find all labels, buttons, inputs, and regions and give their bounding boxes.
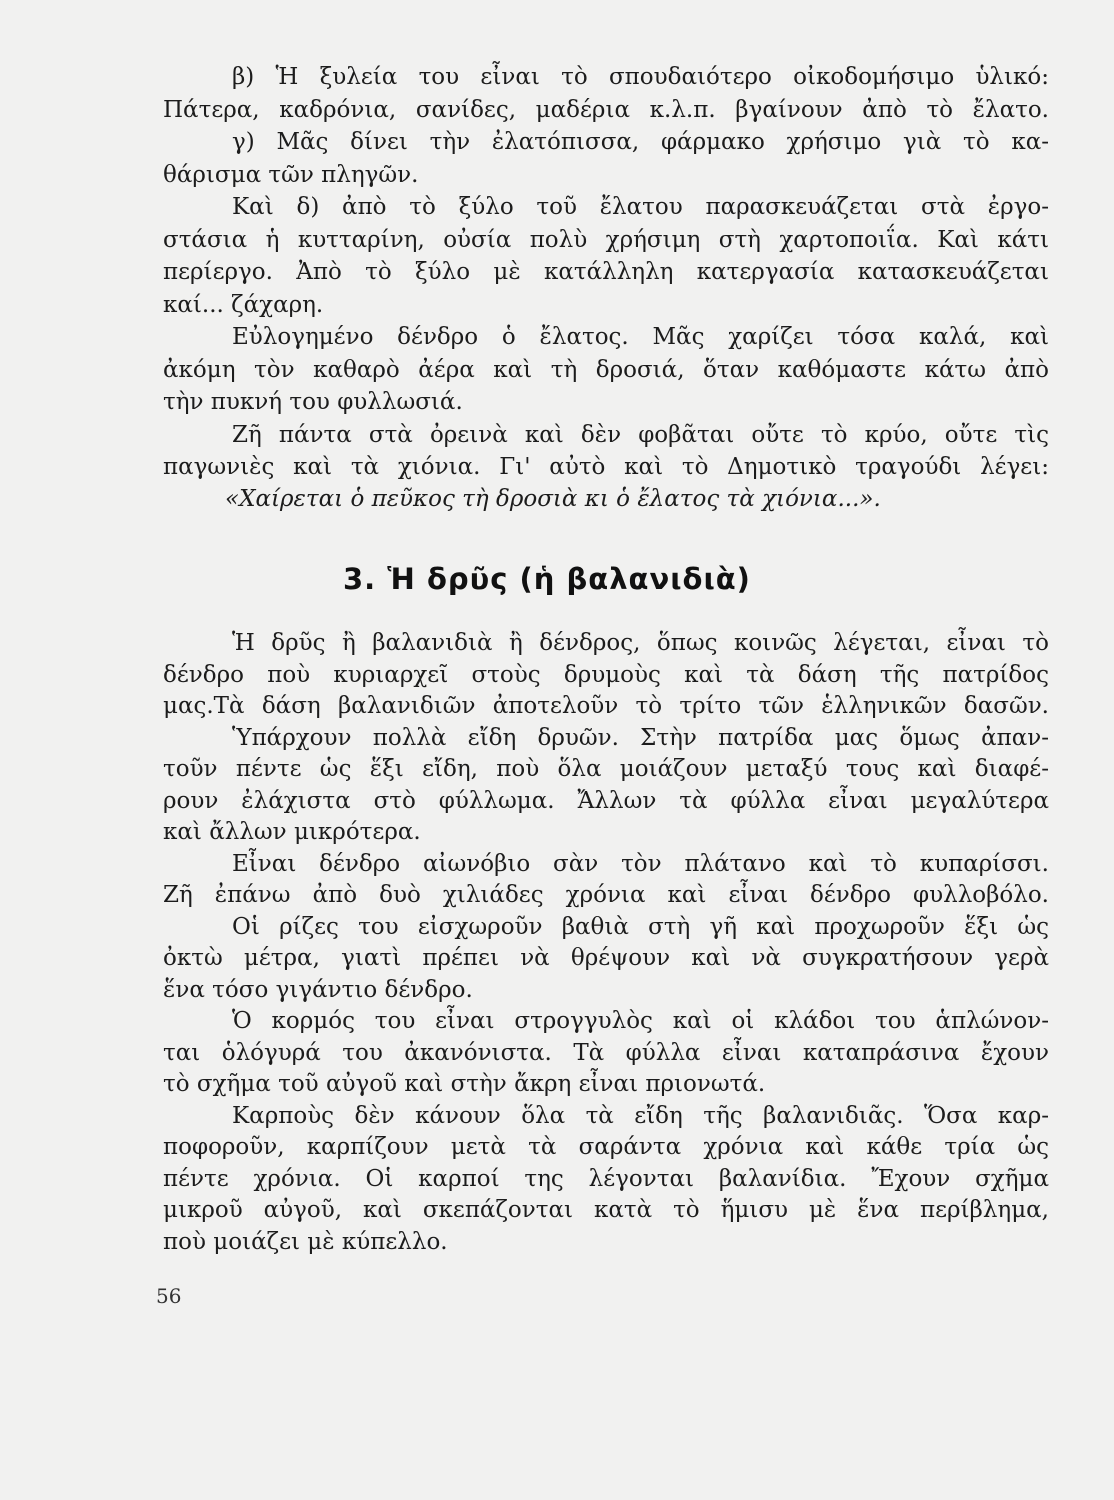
- paragraph-line: πέντε χρόνια. Οἱ καρποί της λέγονται βαλανίδια. Ἔχουν σχῆμα: [163, 1165, 1049, 1192]
- paragraph-line: β) Ἡ ξυλεία του εἶναι τὸ σπουδαιότερο οἰκοδομήσιμο ὑλικό:: [232, 64, 1049, 90]
- paragraph-line: Ζῆ ἐπάνω ἀπὸ δυὸ χιλιάδες χρόνια καὶ εἶναι δένδρο φυλλοβόλο.: [163, 882, 1049, 908]
- paragraph-line: Εἶναι δένδρο αἰωνόβιο σὰν τὸν πλάτανο καὶ τὸ κυπαρίσσι.: [232, 850, 1049, 877]
- paragraph-line: καί... ζάχαρη.: [163, 291, 324, 318]
- paragraph-line: δένδρο ποὺ κυριαρχεῖ στοὺς δρυμοὺς καὶ τὰ δάση τῆς πατρίδος: [163, 661, 1049, 688]
- paragraph-line: περίεργο. Ἀπὸ τὸ ξύλο μὲ κατάλληλη κατεργασία κατασκευάζεται: [163, 259, 1049, 285]
- paragraph-line: Ὁ κορμός του εἶναι στρογγυλὸς καὶ οἱ κλάδοι του ἁπλώνον-: [232, 1008, 1049, 1034]
- paragraph-line: τὸ σχῆμα τοῦ αὐγοῦ καὶ στὴν ἄκρη εἶναι πριονωτά.: [163, 1071, 766, 1097]
- paragraph-line: ἕνα τόσο γιγάντιο δένδρο.: [163, 976, 473, 1003]
- paragraph-line: καὶ ἄλλων μικρότερα.: [163, 819, 421, 845]
- paragraph-line: στάσια ἡ κυτταρίνη, οὐσία πολὺ χρήσιμη στὴ χαρτοποιΐα. Καὶ κάτι: [163, 226, 1049, 253]
- page-number: 56: [156, 1284, 182, 1308]
- paragraph-line: Πάτερα, καδρόνια, σανίδες, μαδέρια κ.λ.π. βγαίνουν ἀπὸ τὸ ἔλατο.: [163, 96, 1049, 123]
- paragraph-line: ἀκόμη τὸν καθαρὸ ἀέρα καὶ τὴ δροσιά, ὅταν καθόμαστε κάτω ἀπὸ: [163, 356, 1049, 383]
- paragraph-line: τὴν πυκνή του φυλλωσιά.: [163, 389, 463, 415]
- paragraph-line: Ζῆ πάντα στὰ ὀρεινὰ καὶ δὲν φοβᾶται οὔτε τὸ κρύο, οὔτε τὶς: [232, 421, 1049, 448]
- paragraph-line: Ὑπάρχουν πολλὰ εἴδη δρυῶν. Στὴν πατρίδα μας ὅμως ἀπαν-: [232, 724, 1049, 751]
- paragraph-line: θάρισμα τῶν πληγῶν.: [163, 161, 419, 188]
- paragraph-line: Εὐλογημένο δένδρο ὁ ἔλατος. Μᾶς χαρίζει τόσα καλά, καὶ: [232, 324, 1049, 350]
- paragraph-line: ποὺ μοιάζει μὲ κύπελλο.: [163, 1228, 448, 1255]
- paragraph-line: Οἱ ρίζες του εἰσχωροῦν βαθιὰ στὴ γῆ καὶ προχωροῦν ἕξι ὡς: [232, 913, 1049, 940]
- paragraph-line: Καρποὺς δὲν κάνουν ὅλα τὰ εἴδη τῆς βαλανιδιᾶς. Ὅσα καρ-: [232, 1102, 1049, 1129]
- paragraph-line: ρουν ἐλάχιστα στὸ φύλλωμα. Ἄλλων τὰ φύλλα εἶναι μεγαλύτερα: [163, 787, 1049, 814]
- paragraph-line: τοῦν πέντε ὡς ἕξι εἴδη, ποὺ ὅλα μοιάζουν μεταξύ τους καὶ διαφέ-: [163, 756, 1049, 782]
- paragraph-line: παγωνιὲς καὶ τὰ χιόνια. Γι' αὐτὸ καὶ τὸ Δημοτικὸ τραγούδι λέγει:: [163, 454, 1049, 480]
- folk-song-quote: «Χαίρεται ὁ πεῦκος τὴ δροσιὰ κι ὁ ἔλατος τὰ χιόνια...».: [225, 486, 881, 512]
- section-heading: 3. Ἡ δρῦς (ἡ βαλανιδιὰ): [343, 562, 751, 596]
- paragraph-line: ὀκτὼ μέτρα, γιατὶ πρέπει νὰ θρέψουν καὶ νὰ συγκρατήσουν γερὰ: [163, 945, 1049, 971]
- paragraph-line: μας.Τὰ δάση βαλανιδιῶν ἀποτελοῦν τὸ τρίτο τῶν ἑλληνικῶν δασῶν.: [163, 693, 1049, 719]
- paragraph-line: μικροῦ αὐγοῦ, καὶ σκεπάζονται κατὰ τὸ ἥμισυ μὲ ἕνα περίβλημα,: [163, 1197, 1049, 1223]
- paragraph-line: ται ὁλόγυρά του ἀκανόνιστα. Τὰ φύλλα εἶναι καταπράσινα ἔχουν: [163, 1039, 1049, 1066]
- paragraph-line: Καὶ δ) ἀπὸ τὸ ξύλο τοῦ ἔλατου παρασκευάζεται στὰ ἐργο-: [232, 194, 1049, 220]
- paragraph-line: γ) Μᾶς δίνει τὴν ἐλατόπισσα, φάρμακο χρήσιμο γιὰ τὸ κα-: [232, 129, 1049, 155]
- paragraph-line: Ἡ δρῦς ἢ βαλανιδιὰ ἢ δένδρος, ὅπως κοινῶς λέγεται, εἶναι τὸ: [232, 630, 1049, 656]
- paragraph-line: ποφοροῦν, καρπίζουν μετὰ τὰ σαράντα χρόνια καὶ κάθε τρία ὡς: [163, 1134, 1049, 1160]
